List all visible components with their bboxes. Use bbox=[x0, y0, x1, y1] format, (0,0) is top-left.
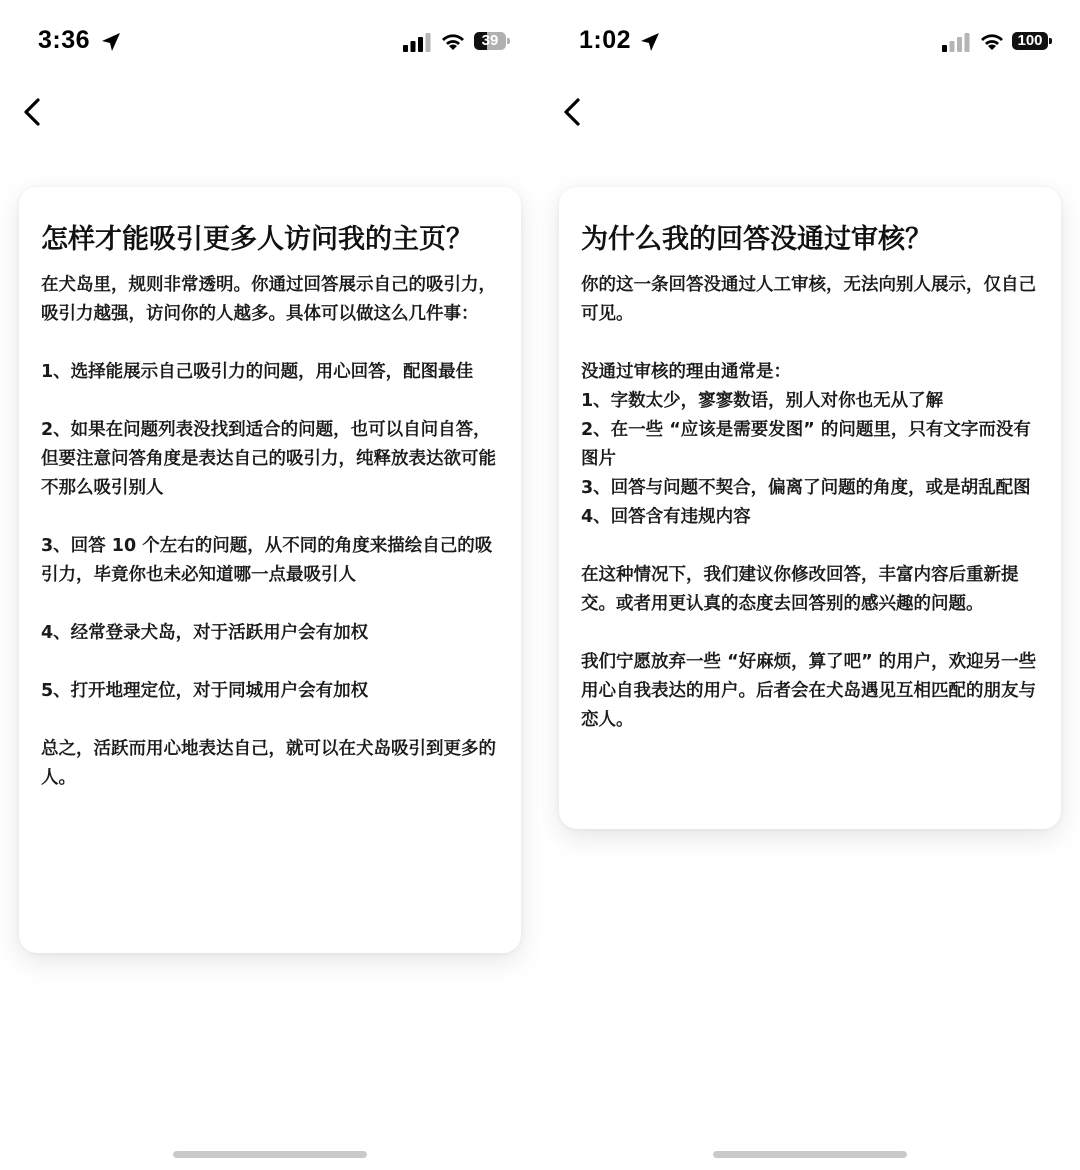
cellular-signal-icon bbox=[942, 32, 970, 52]
status-bar bbox=[0, 22, 540, 62]
battery-level: 39 bbox=[481, 32, 499, 49]
article-paragraph: 4、回答含有违规内容 bbox=[581, 507, 751, 527]
article-paragraph: 3、回答与问题不契合，偏离了问题的角度，或是胡乱配图 bbox=[581, 478, 1031, 498]
back-button[interactable] bbox=[554, 92, 594, 132]
back-button[interactable] bbox=[14, 92, 54, 132]
wifi-icon bbox=[979, 31, 1005, 51]
article-title: 为什么我的回答没通过审核？ bbox=[581, 224, 932, 255]
cellular-signal-icon bbox=[403, 32, 431, 52]
battery-level: 100 bbox=[1017, 32, 1043, 49]
article-paragraph: 2、如果在问题列表没找到适合的问题，也可以自问自答，但要注意问答角度是表达自己的吸引力，纯释放表达欲可能不那么吸引别人 bbox=[41, 420, 496, 498]
article-paragraph: 1、选择能展示自己吸引力的问题，用心回答，配图最佳 bbox=[41, 362, 474, 382]
status-bar bbox=[540, 22, 1080, 62]
article-paragraph: 在犬岛里，规则非常透明。你通过回答展示自己的吸引力，吸引力越强，访问你的人越多。具体可以做这么几件事： bbox=[41, 275, 496, 324]
article-paragraph: 我们宁愿放弃一些 “好麻烦，算了吧” 的用户，欢迎另一些用心自我表达的用户。后者会在犬岛遇见互相匹配的朋友与恋人。 bbox=[581, 652, 1037, 730]
review-notice-card bbox=[559, 187, 1061, 829]
article-paragraph: 5、打开地理定位，对于同城用户会有加权 bbox=[41, 681, 369, 701]
screen-right bbox=[540, 0, 1080, 1170]
article-paragraph: 你的这一条回答没通过人工审核，无法向别人展示，仅自己可见。 bbox=[581, 275, 1036, 324]
location-arrow-icon bbox=[99, 30, 123, 54]
status-time: 1:02 bbox=[579, 26, 632, 54]
article-title: 怎样才能吸引更多人访问我的主页？ bbox=[41, 224, 473, 255]
article-paragraph: 总之，活跃而用心地表达自己，就可以在犬岛吸引到更多的人。 bbox=[41, 739, 496, 788]
home-indicator[interactable] bbox=[713, 1151, 907, 1158]
article-paragraph: 2、在一些 “应该是需要发图” 的问题里，只有文字而没有图片 bbox=[581, 420, 1031, 469]
location-arrow-icon bbox=[638, 30, 662, 54]
article-paragraph: 在这种情况下，我们建议你修改回答，丰富内容后重新提交。或者用更认真的态度去回答别的感兴趣的问题。 bbox=[581, 565, 1019, 614]
home-indicator[interactable] bbox=[173, 1151, 367, 1158]
article-paragraph: 4、经常登录犬岛，对于活跃用户会有加权 bbox=[41, 623, 369, 643]
status-time: 3:36 bbox=[38, 26, 91, 54]
battery-icon bbox=[474, 31, 512, 53]
article-paragraph: 3、回答 10 个左右的问题，从不同的角度来描绘自己的吸引力，毕竟你也未必知道哪一点最吸引人 bbox=[41, 536, 493, 585]
battery-icon bbox=[1012, 31, 1054, 53]
article-paragraph: 没通过审核的理由通常是： bbox=[581, 362, 791, 382]
article-body bbox=[41, 271, 497, 793]
help-article-card bbox=[19, 187, 521, 953]
article-body bbox=[581, 271, 1037, 735]
wifi-icon bbox=[440, 31, 466, 51]
article-paragraph: 1、字数太少，寥寥数语，别人对你也无从了解 bbox=[581, 391, 944, 411]
